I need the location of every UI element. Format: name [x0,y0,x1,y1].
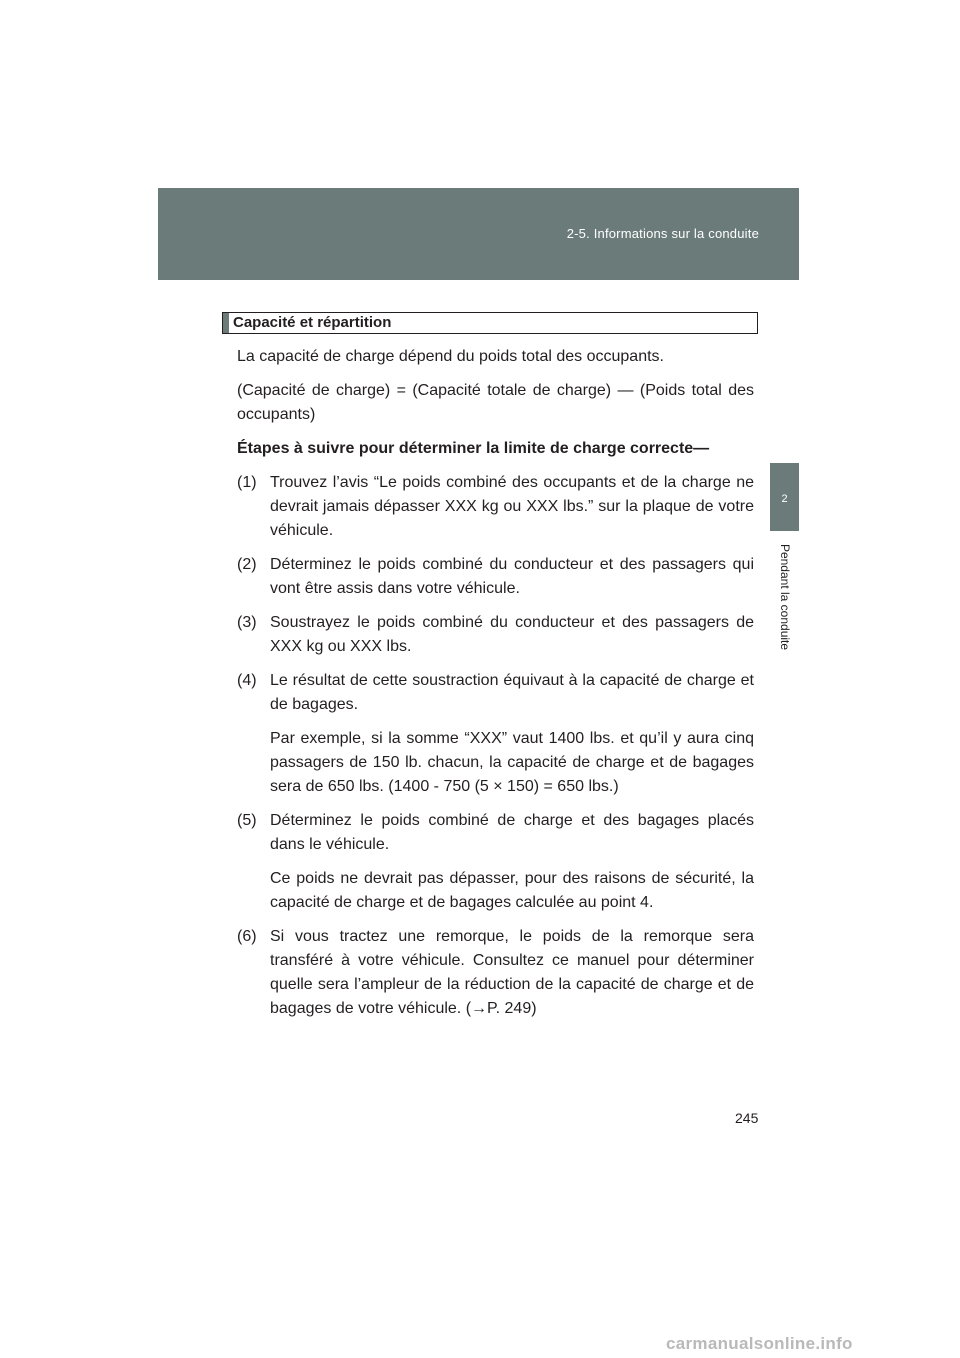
section-heading-box [222,312,758,334]
step-5-note: Ce poids ne devrait pas dépasser, pour des raisons de sécurité, la capacité de charge et de bagages calculée au point 4. [270,870,754,911]
step-number: (2) [237,556,257,573]
body-content [237,345,754,1031]
step-number: (6) [237,928,257,945]
step-number: (5) [237,812,257,829]
page-number: 245 [735,1110,759,1126]
step-5 [237,809,754,857]
section-heading-bar [223,313,229,333]
formula-paragraph: (Capacité de charge) = (Capacité totale de charge) — (Poids total des occupants) [237,382,754,423]
step-text: Si vous tractez une remorque, le poids de la remorque sera transféré à votre véhicule. Consultez ce manuel pour déterminer quelle sera l’ampleur de la réduction de la capacité de charge et de bagages de votre véhicule. (→P. 249) [270,928,754,1017]
step-3 [237,611,754,659]
step-6 [237,925,754,1021]
intro-paragraph: La capacité de charge dépend du poids total des occupants. [237,348,664,365]
header-section-title: 2-5. Informations sur la conduite [566,226,759,241]
step-text: Soustrayez le poids combiné du conducteur et des passagers de XXX kg ou XXX lbs. [270,614,754,655]
watermark-logo: carmanualsonline.info [666,1334,853,1353]
chapter-tab [770,463,799,531]
step-text: Déterminez le poids combiné de charge et des bagages placés dans le véhicule. [270,812,754,853]
step-text: Déterminez le poids combiné du conducteur et des passagers qui vont être assis dans votre véhicule. [270,556,754,597]
step-2 [237,553,754,601]
step-4 [237,669,754,717]
step-number: (3) [237,614,257,631]
step-4-example: Par exemple, si la somme “XXX” vaut 1400 lbs. et qu’il y aura cinq passagers de 150 lb. chacun, la capacité de charge et de bagages sera de 650 lbs. (1400 - 750 (5 × 150) = 650 lbs.) [270,730,754,795]
step-1 [237,471,754,543]
step-number: (4) [237,672,257,689]
chapter-number: 2 [781,493,788,505]
step-number: (1) [237,474,257,491]
section-heading: Capacité et répartition [233,314,392,331]
header-band [158,188,799,280]
step-text: Trouvez l’avis “Le poids combiné des occupants et de la charge ne devrait jamais dépasser XXX kg ou XXX lbs.” sur la plaque de votre véhicule. [270,474,754,539]
steps-heading: Étapes à suivre pour déterminer la limite de charge correcte— [237,440,710,457]
chapter-label: Pendant la conduite [778,543,792,651]
step-text: Le résultat de cette soustraction équivaut à la capacité de charge et de bagages. [270,672,754,713]
